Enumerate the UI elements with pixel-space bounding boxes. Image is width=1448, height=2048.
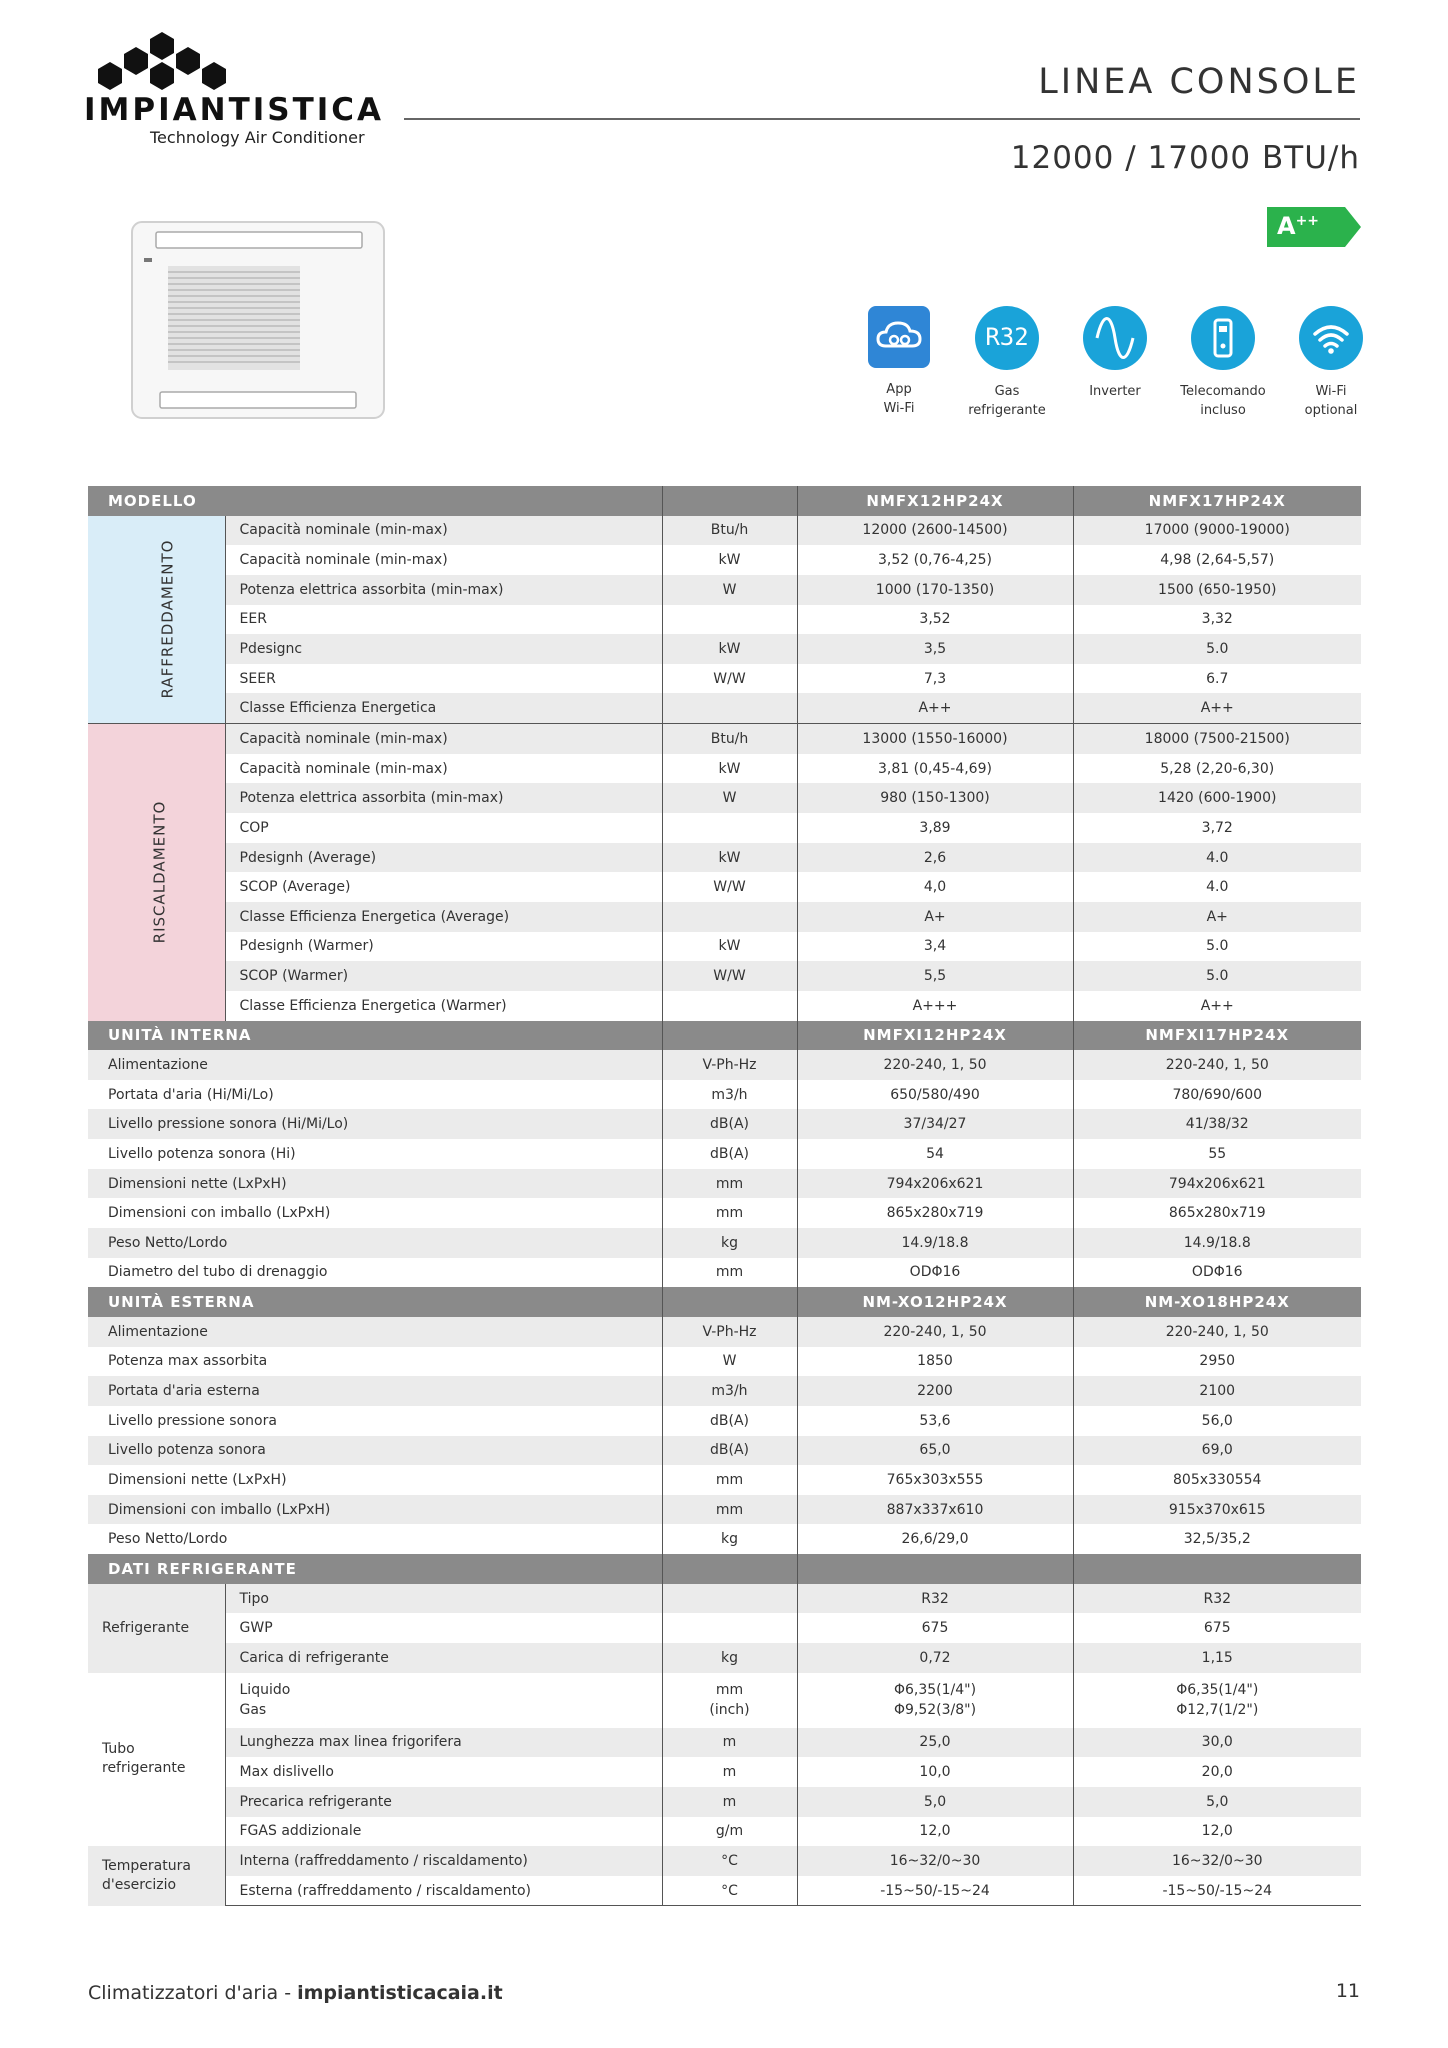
value-col1: 54: [797, 1139, 1073, 1169]
unit-cell: m3/h: [662, 1080, 797, 1110]
param-cell: Peso Netto/Lordo: [88, 1228, 662, 1258]
value-col1: 3,81 (0,45-4,69): [797, 754, 1073, 784]
value-col2: 2950: [1073, 1347, 1361, 1377]
value-col1: 25,0: [797, 1728, 1073, 1758]
param-cell: Livello pressione sonora: [88, 1406, 662, 1436]
unit-cell: kW: [662, 843, 797, 873]
unit-cell: W: [662, 783, 797, 813]
unit-cell: m: [662, 1787, 797, 1817]
value-col1: 1000 (170-1350): [797, 575, 1073, 605]
unit-cell: °C: [662, 1876, 797, 1906]
value-col1: ODΦ16: [797, 1258, 1073, 1288]
param-cell: FGAS addizionale: [225, 1817, 662, 1847]
liquid-gas-param: Liquido Gas: [225, 1673, 662, 1728]
param-cell: Pdesignh (Average): [225, 843, 662, 873]
indoor-header-row: [88, 1021, 1361, 1051]
param-cell: Precarica refrigerante: [225, 1787, 662, 1817]
header-divider: [404, 118, 1360, 120]
value-col1: A++: [797, 693, 1073, 723]
remote-control-icon: [1191, 306, 1255, 370]
value-col1: 7,3: [797, 664, 1073, 694]
value-col2: 1500 (650-1950): [1073, 575, 1361, 605]
btu-subtitle: 12000 / 17000 BTU/h: [1010, 140, 1360, 176]
product-image: [130, 220, 386, 420]
unit-cell: [662, 813, 797, 843]
value-col2: 1,15: [1073, 1643, 1361, 1673]
value-col1: A+++: [797, 991, 1073, 1021]
value-col1: 765x303x555: [797, 1465, 1073, 1495]
energy-class-letter: A: [1277, 212, 1296, 240]
value-col2: 5.0: [1073, 961, 1361, 991]
feature-remote: [1168, 306, 1278, 420]
value-col2: 4.0: [1073, 872, 1361, 902]
value-col1: 650/580/490: [797, 1080, 1073, 1110]
param-cell: Dimensioni con imballo (LxPxH): [88, 1495, 662, 1525]
unit-cell: V-Ph-Hz: [662, 1050, 797, 1080]
unit-cell: m: [662, 1757, 797, 1787]
value-col1: 14.9/18.8: [797, 1228, 1073, 1258]
param-cell: Dimensioni nette (LxPxH): [88, 1169, 662, 1199]
value-col2: 41/38/32: [1073, 1109, 1361, 1139]
unit-cell: mm: [662, 1169, 797, 1199]
value-col1: 5,5: [797, 961, 1073, 991]
param-cell: Lunghezza max linea frigorifera: [225, 1728, 662, 1758]
param-cell: Diametro del tubo di drenaggio: [88, 1258, 662, 1288]
tubo-label-line2: refrigerante: [102, 1760, 186, 1777]
unit-cell: mm: [662, 1495, 797, 1525]
footer-site-link[interactable]: impiantisticacaia.it: [297, 1982, 503, 2004]
value-col2: 16~32/0~30: [1073, 1846, 1361, 1876]
value-col1: 865x280x719: [797, 1198, 1073, 1228]
liquid-gas-col2: Φ6,35(1/4") Φ12,7(1/2"): [1073, 1673, 1361, 1728]
temperatura-label-line2: d'esercizio: [102, 1877, 177, 1894]
energy-class-badge: [1267, 207, 1361, 247]
value-col2: 865x280x719: [1073, 1198, 1361, 1228]
value-col1: 794x206x621: [797, 1169, 1073, 1199]
unit-cell: Btu/h: [662, 724, 797, 754]
wifi-icon: [1299, 306, 1363, 370]
feature-label: Inverter: [1089, 384, 1141, 399]
cloud-icon: [868, 306, 930, 368]
unit-cell: kg: [662, 1643, 797, 1673]
value-col2: 915x370x615: [1073, 1495, 1361, 1525]
value-col1: 12000 (2600-14500): [797, 516, 1073, 546]
spec-table: [88, 486, 1361, 1906]
unit-cell: [662, 1613, 797, 1643]
unit-cell: W/W: [662, 961, 797, 991]
value-col2: 5.0: [1073, 932, 1361, 962]
value-col1: 3,89: [797, 813, 1073, 843]
value-col2: 2100: [1073, 1376, 1361, 1406]
param-cell: EER: [225, 605, 662, 635]
r32-icon: [975, 306, 1039, 370]
value-col1: 13000 (1550-16000): [797, 724, 1073, 754]
outdoor-model-col2: NM-XO18HP24X: [1073, 1287, 1361, 1317]
honeycomb-logo-icon: [92, 30, 232, 92]
param-cell: Portata d'aria esterna: [88, 1376, 662, 1406]
param-cell: GWP: [225, 1613, 662, 1643]
feature-label: Wi-Fi optional: [1304, 384, 1358, 418]
feature-label: Telecomando incluso: [1180, 384, 1266, 418]
value-col1: 65,0: [797, 1436, 1073, 1466]
unit-cell: W: [662, 575, 797, 605]
value-col2: 220-240, 1, 50: [1073, 1317, 1361, 1347]
unit-cell: m3/h: [662, 1376, 797, 1406]
param-cell: Max dislivello: [225, 1757, 662, 1787]
unit-cell: [662, 1584, 797, 1614]
value-col2: 675: [1073, 1613, 1361, 1643]
param-cell: Portata d'aria (Hi/Mi/Lo): [88, 1080, 662, 1110]
value-col2: 14.9/18.8: [1073, 1228, 1361, 1258]
unit-cell: V-Ph-Hz: [662, 1317, 797, 1347]
value-col2: 794x206x621: [1073, 1169, 1361, 1199]
value-col2: R32: [1073, 1584, 1361, 1614]
model-col2: NMFX17HP24X: [1073, 486, 1361, 516]
feature-label: Gas refrigerante: [968, 384, 1046, 418]
param-cell: Potenza max assorbita: [88, 1347, 662, 1377]
page-number: 11: [1335, 1980, 1360, 2002]
value-col2: 3,32: [1073, 605, 1361, 635]
sine-wave-icon: [1083, 306, 1147, 370]
cooling-group-label: RAFFREDDAMENTO: [88, 516, 225, 724]
value-col2: 17000 (9000-19000): [1073, 516, 1361, 546]
indoor-model-col1: NMFXI12HP24X: [797, 1021, 1073, 1051]
value-col1: 887x337x610: [797, 1495, 1073, 1525]
unit-cell: mm: [662, 1258, 797, 1288]
value-col1: A+: [797, 902, 1073, 932]
tubo-label-line1: Tubo: [102, 1741, 135, 1758]
refrigerant-header-label: DATI REFRIGERANTE: [88, 1554, 662, 1584]
param-cell: Alimentazione: [88, 1317, 662, 1347]
value-col2: 5,28 (2,20-6,30): [1073, 754, 1361, 784]
unit-cell: Btu/h: [662, 516, 797, 546]
value-col1: 980 (150-1300): [797, 783, 1073, 813]
outdoor-model-col1: NM-XO12HP24X: [797, 1287, 1073, 1317]
unit-cell: mm: [662, 1198, 797, 1228]
value-col1: 3,52: [797, 605, 1073, 635]
param-cell: Peso Netto/Lordo: [88, 1524, 662, 1554]
unit-cell: dB(A): [662, 1109, 797, 1139]
footer-text: Climatizzatori d'aria -: [88, 1982, 298, 2004]
param-cell: Classe Efficienza Energetica (Average): [225, 902, 662, 932]
temperatura-group-label: [88, 1846, 225, 1906]
value-col1: 4,0: [797, 872, 1073, 902]
brand-logo: [84, 30, 384, 150]
model-col1: NMFX12HP24X: [797, 486, 1073, 516]
param-cell: Dimensioni nette (LxPxH): [88, 1465, 662, 1495]
value-col1: 37/34/27: [797, 1109, 1073, 1139]
value-col2: 4.0: [1073, 843, 1361, 873]
value-col1: 3,52 (0,76-4,25): [797, 545, 1073, 575]
indoor-model-col2: NMFXI17HP24X: [1073, 1021, 1361, 1051]
param-cell: Dimensioni con imballo (LxPxH): [88, 1198, 662, 1228]
param-cell: Alimentazione: [88, 1050, 662, 1080]
param-cell: Tipo: [225, 1584, 662, 1614]
indoor-header-label: UNITÀ INTERNA: [88, 1021, 662, 1051]
param-cell: Livello pressione sonora (Hi/Mi/Lo): [88, 1109, 662, 1139]
value-col2: 55: [1073, 1139, 1361, 1169]
value-col2: 805x330554: [1073, 1465, 1361, 1495]
feature-inverter: [1060, 306, 1170, 401]
unit-cell: kg: [662, 1228, 797, 1258]
unit-cell: [662, 693, 797, 723]
liquid-gas-unit: mm (inch): [662, 1673, 797, 1728]
r32-icon-text: R32: [985, 323, 1029, 351]
param-cell: Classe Efficienza Energetica: [225, 693, 662, 723]
value-col2: 56,0: [1073, 1406, 1361, 1436]
unit-cell: kg: [662, 1524, 797, 1554]
refrigerante-group-label: Refrigerante: [88, 1584, 225, 1673]
value-col1: 0,72: [797, 1643, 1073, 1673]
unit-cell: dB(A): [662, 1139, 797, 1169]
param-cell: Capacità nominale (min-max): [225, 754, 662, 784]
heating-group-label: RISCALDAMENTO: [88, 724, 225, 1021]
unit-cell: m: [662, 1728, 797, 1758]
liquid-gas-col1: Φ6,35(1/4") Φ9,52(3/8"): [797, 1673, 1073, 1728]
param-cell: SCOP (Average): [225, 872, 662, 902]
value-col1: 3,4: [797, 932, 1073, 962]
value-col1: 1850: [797, 1347, 1073, 1377]
brand-name: IMPIANTISTICA: [84, 92, 385, 128]
unit-cell: dB(A): [662, 1436, 797, 1466]
param-cell: Capacità nominale (min-max): [225, 545, 662, 575]
page-title: LINEA CONSOLE: [1038, 62, 1360, 102]
param-cell: SCOP (Warmer): [225, 961, 662, 991]
unit-cell: [662, 902, 797, 932]
value-col2: A+: [1073, 902, 1361, 932]
value-col1: 53,6: [797, 1406, 1073, 1436]
value-col2: 1420 (600-1900): [1073, 783, 1361, 813]
unit-cell: mm: [662, 1465, 797, 1495]
unit-cell: kW: [662, 754, 797, 784]
value-col2: -15~50/-15~24: [1073, 1876, 1361, 1906]
unit-header: [662, 486, 797, 516]
value-col1: 220-240, 1, 50: [797, 1317, 1073, 1347]
value-col2: 12,0: [1073, 1817, 1361, 1847]
value-col1: 12,0: [797, 1817, 1073, 1847]
temperatura-label-line1: Temperatura: [102, 1858, 191, 1875]
unit-cell: kW: [662, 634, 797, 664]
param-cell: SEER: [225, 664, 662, 694]
value-col1: R32: [797, 1584, 1073, 1614]
value-col2: A++: [1073, 693, 1361, 723]
refrigerant-header-row: [88, 1554, 1361, 1584]
brand-tagline: Technology Air Conditioner: [150, 128, 365, 147]
value-col2: 69,0: [1073, 1436, 1361, 1466]
param-cell: Pdesignh (Warmer): [225, 932, 662, 962]
value-col2: 4,98 (2,64-5,57): [1073, 545, 1361, 575]
tubo-group-label: [88, 1673, 225, 1847]
console-unit-illustration: [130, 220, 386, 420]
unit-cell: °C: [662, 1846, 797, 1876]
model-header-label: MODELLO: [88, 486, 662, 516]
unit-cell: [662, 605, 797, 635]
unit-cell: g/m: [662, 1817, 797, 1847]
param-cell: Interna (raffreddamento / riscaldamento): [225, 1846, 662, 1876]
unit-cell: dB(A): [662, 1406, 797, 1436]
value-col2: 5.0: [1073, 634, 1361, 664]
value-col2: 30,0: [1073, 1728, 1361, 1758]
value-col1: 26,6/29,0: [797, 1524, 1073, 1554]
value-col2: A++: [1073, 991, 1361, 1021]
param-cell: Esterna (raffreddamento / riscaldamento): [225, 1876, 662, 1906]
param-cell: Classe Efficienza Energetica (Warmer): [225, 991, 662, 1021]
param-cell: Potenza elettrica assorbita (min-max): [225, 783, 662, 813]
value-col2: 32,5/35,2: [1073, 1524, 1361, 1554]
model-header-row: [88, 486, 1361, 516]
param-cell: Capacità nominale (min-max): [225, 516, 662, 546]
feature-gas: [952, 306, 1062, 420]
energy-class-plus: ++: [1295, 213, 1320, 229]
value-col2: 220-240, 1, 50: [1073, 1050, 1361, 1080]
value-col1: 675: [797, 1613, 1073, 1643]
unit-cell: [662, 991, 797, 1021]
unit-cell: kW: [662, 545, 797, 575]
feature-wifi: [1276, 306, 1386, 420]
param-cell: Potenza elettrica assorbita (min-max): [225, 575, 662, 605]
param-cell: Capacità nominale (min-max): [225, 724, 662, 754]
unit-cell: W/W: [662, 664, 797, 694]
value-col1: -15~50/-15~24: [797, 1876, 1073, 1906]
value-col1: 3,5: [797, 634, 1073, 664]
value-col2: 18000 (7500-21500): [1073, 724, 1361, 754]
param-cell: Livello potenza sonora: [88, 1436, 662, 1466]
param-cell: Pdesignc: [225, 634, 662, 664]
value-col2: 780/690/600: [1073, 1080, 1361, 1110]
value-col1: 220-240, 1, 50: [797, 1050, 1073, 1080]
feature-app-wifi: [844, 306, 954, 418]
value-col2: 5,0: [1073, 1787, 1361, 1817]
value-col2: ODΦ16: [1073, 1258, 1361, 1288]
param-cell: Carica di refrigerante: [225, 1643, 662, 1673]
value-col1: 5,0: [797, 1787, 1073, 1817]
feature-label: App Wi-Fi: [883, 382, 915, 416]
value-col1: 2,6: [797, 843, 1073, 873]
value-col1: 2200: [797, 1376, 1073, 1406]
unit-cell: kW: [662, 932, 797, 962]
outdoor-header-row: [88, 1287, 1361, 1317]
value-col1: 10,0: [797, 1757, 1073, 1787]
outdoor-header-label: UNITÀ ESTERNA: [88, 1287, 662, 1317]
param-cell: Livello potenza sonora (Hi): [88, 1139, 662, 1169]
unit-cell: W: [662, 1347, 797, 1377]
unit-cell: W/W: [662, 872, 797, 902]
value-col2: 6.7: [1073, 664, 1361, 694]
value-col1: 16~32/0~30: [797, 1846, 1073, 1876]
param-cell: COP: [225, 813, 662, 843]
footer: [88, 1982, 503, 2004]
value-col2: 3,72: [1073, 813, 1361, 843]
value-col2: 20,0: [1073, 1757, 1361, 1787]
